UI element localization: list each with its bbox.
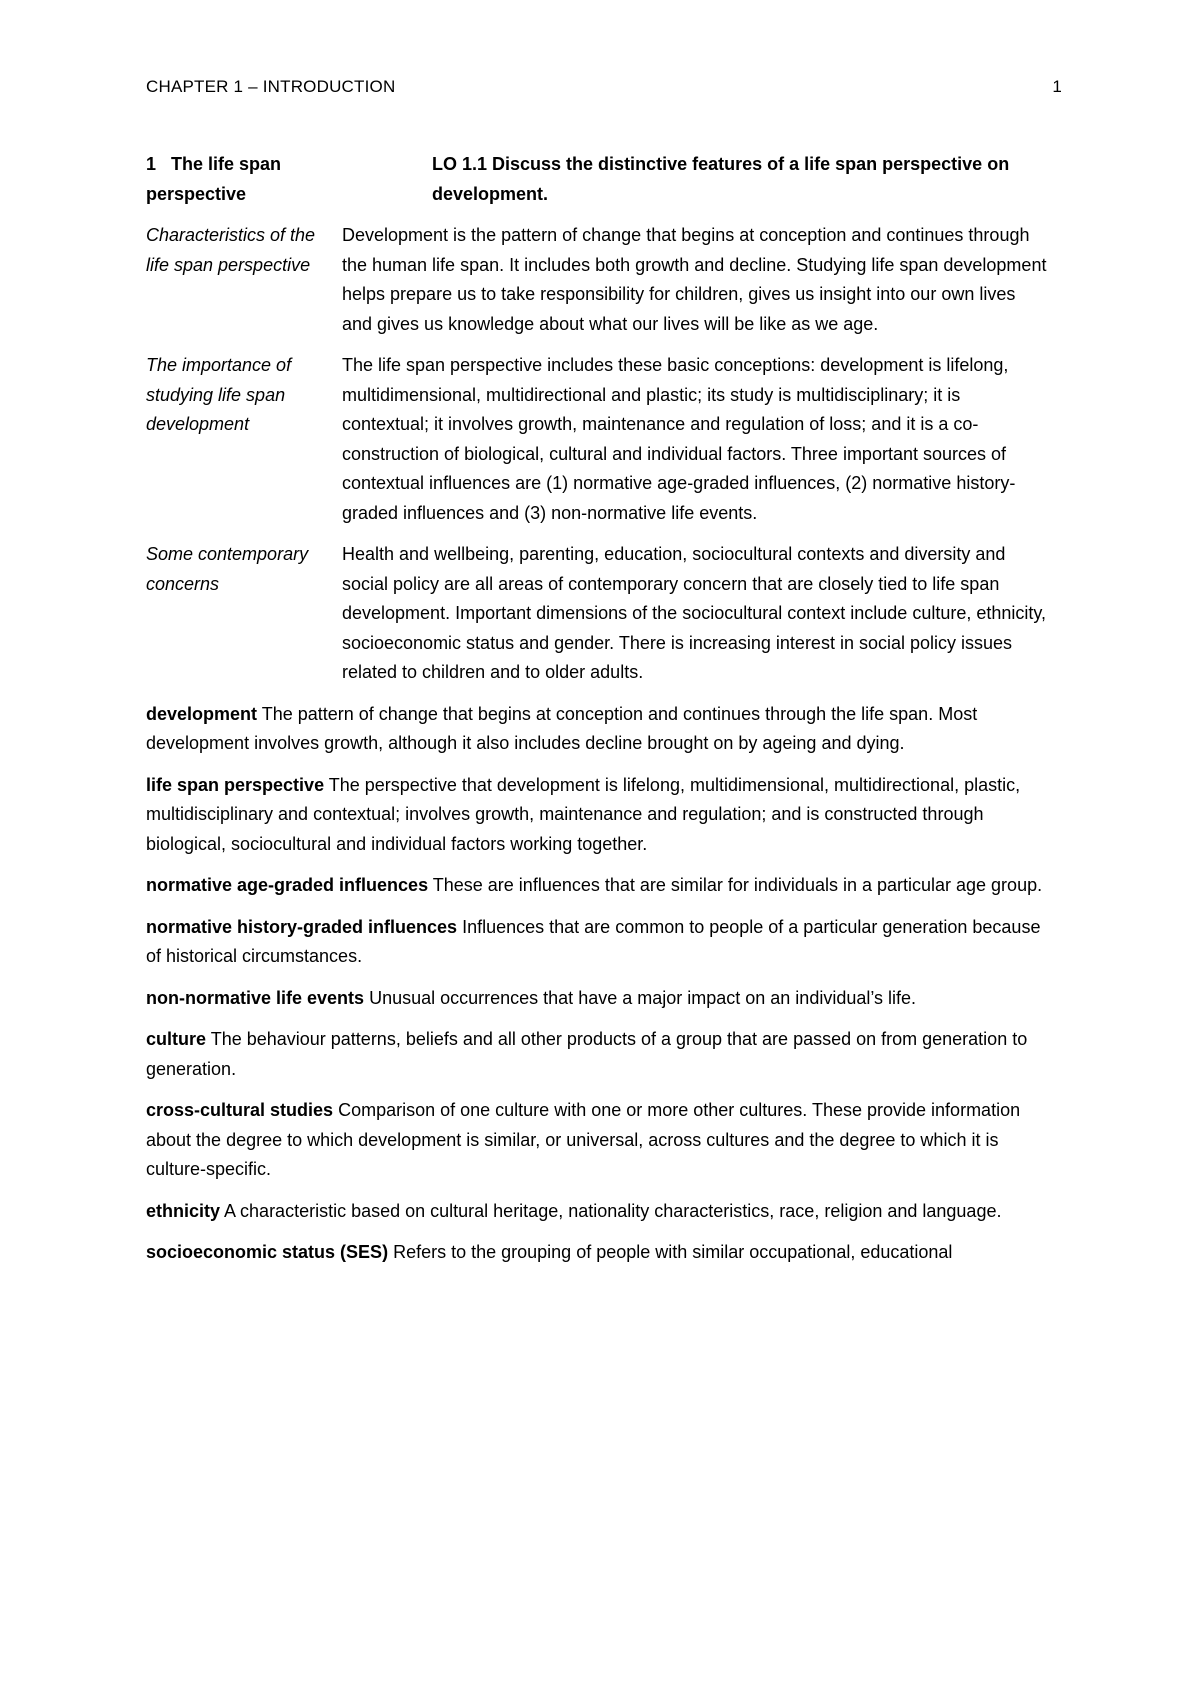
glossary-definition: These are influences that are similar for individuals in a particular age group. [432, 875, 1043, 895]
glossary-entry [146, 1096, 1058, 1185]
glossary-entry [146, 771, 1058, 860]
summary-heading: The importance of studying life span development [146, 355, 292, 434]
summary-row [146, 351, 1058, 528]
glossary-definition: The perspective that development is lifelong, multidimensional, multidirectional, plastic, multidisciplinary and contextual; involves growth, maintenance and regulation; and is constructed through biological, sociocultural and individual factors working together. [146, 774, 1021, 854]
glossary-term: life span perspective [146, 774, 325, 795]
summary-text: Development is the pattern of change that begins at conception and continues through the human life span. It includes both growth and decline. Studying life span development helps prepare us to take responsibility for children, gives us insight into our own lives and gives us knowledge about what our lives will be like as we age. [342, 225, 1047, 334]
glossary-term: ethnicity [146, 1200, 221, 1221]
glossary-definition: Unusual occurrences that have a major impact on an individual’s life. [369, 987, 917, 1008]
glossary-definition: The behaviour patterns, beliefs and all other products of a group that are passed on from generation to generation. [146, 1029, 1028, 1079]
glossary-entry [146, 913, 1058, 972]
glossary-entry [146, 984, 1058, 1014]
glossary-term: non-normative life events [146, 987, 365, 1008]
page-number: 1 [1052, 77, 1062, 96]
glossary-entry [146, 1238, 1058, 1268]
glossary-entry [146, 700, 1058, 759]
section-heading-row [146, 150, 1058, 209]
glossary-entry [146, 1025, 1058, 1084]
summary-row [146, 540, 1058, 688]
glossary-definition: The pattern of change that begins at conception and continues through the life span. Most development involves growth, although it also includes decline brought on by ageing and dying. [146, 703, 978, 753]
summary-heading: Characteristics of the life span perspective [146, 225, 316, 275]
glossary-definition: A characteristic based on cultural heritage, nationality characteristics, race, religion and language. [224, 1200, 1002, 1221]
glossary-entry [146, 1197, 1058, 1227]
chapter-title: CHAPTER 1 – INTRODUCTION [146, 77, 396, 96]
summary-heading: Some contemporary concerns [146, 544, 309, 594]
glossary-definition: Refers to the grouping of people with similar occupational, educational [393, 1242, 953, 1262]
glossary-term: normative age-graded influences [146, 875, 429, 895]
glossary-term: development [146, 703, 258, 724]
glossary-term: cross-cultural studies [146, 1100, 334, 1120]
section-heading [146, 150, 342, 209]
document-body [146, 150, 1058, 1280]
glossary-term: normative history-graded influences [146, 916, 458, 937]
section-number: 1 [146, 154, 157, 174]
summary-row [146, 221, 1058, 339]
glossary-term: socioeconomic status (SES) [146, 1242, 389, 1262]
summary-text: The life span perspective includes these basic conceptions: development is lifelong, multidimensional, multidirectional and plastic; its study is multidisciplinary; it is contextual; it involves growth, maintenance and regulation of loss; and it is a co-construction of biological, cultural and individual factors. Three important sources of contextual influences are (1) normative age-graded influences, (2) normative history-graded influences and (3) non-normative life events. [342, 355, 1016, 523]
summary-text: Health and wellbeing, parenting, education, sociocultural contexts and diversity and social policy are all areas of contemporary concern that are closely tied to life span development. Important dimensions of the sociocultural context include culture, ethnicity, socioeconomic status and gender. There is increasing interest in social policy issues related to children and to older adults. [342, 544, 1047, 682]
running-header [146, 77, 1062, 97]
glossary-term: culture [146, 1029, 207, 1049]
section-title: The life span perspective [146, 154, 282, 204]
glossary-definition: Influences that are common to people of a particular generation because of historical circumstances. [146, 916, 1041, 966]
learning-objective: LO 1.1 Discuss the distinctive features of a life span perspective on development. [432, 154, 1010, 204]
glossary-definition: Comparison of one culture with one or more other cultures. These provide information about the degree to which development is similar, or universal, across cultures and the degree to which it is culture-specific. [146, 1100, 1021, 1179]
glossary-entry [146, 871, 1058, 901]
